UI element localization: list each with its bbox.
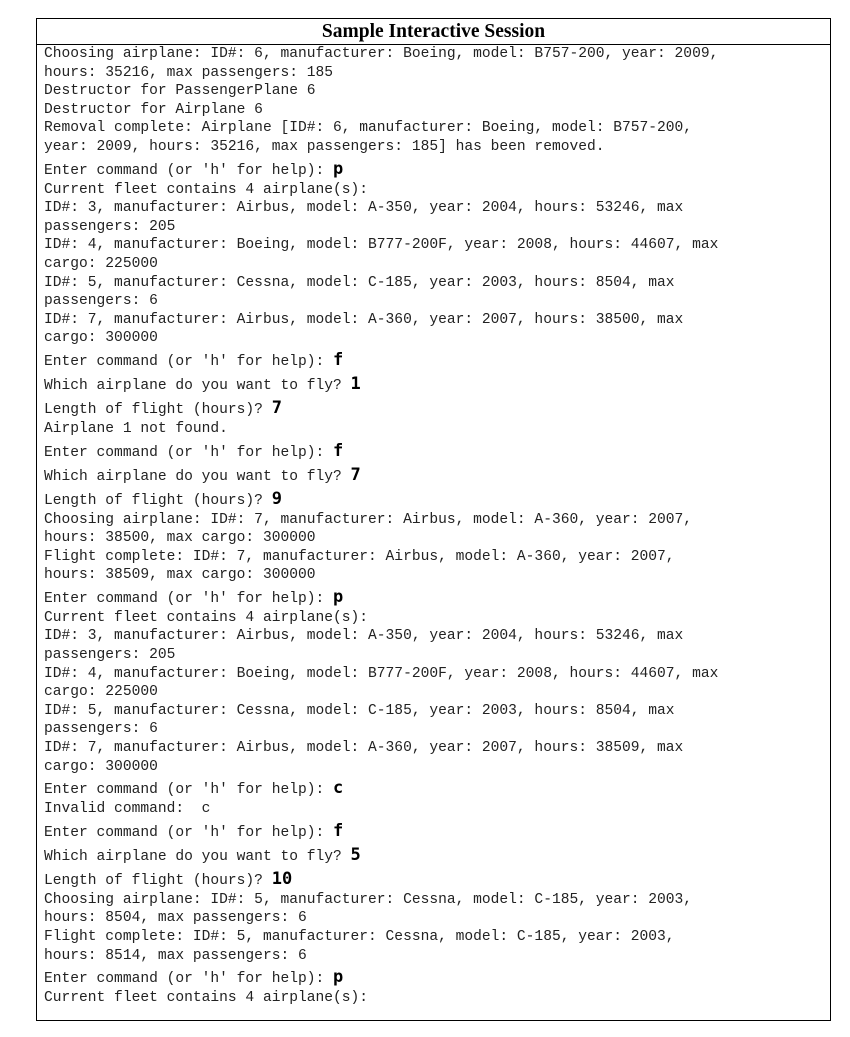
output-line <box>44 800 830 819</box>
user-input: p <box>333 586 344 607</box>
user-input: p <box>333 158 344 179</box>
line-text: hours: 38500, max cargo: 300000 <box>44 530 316 547</box>
line-text: Destructor for PassengerPlane 6 <box>44 83 316 100</box>
line-text: Flight complete: ID#: 5, manufacturer: Cessna, model: C-185, year: 2003, <box>44 929 675 945</box>
line-text: Airplane 1 not found. <box>44 420 228 437</box>
output-line <box>44 101 830 120</box>
user-input: 5 <box>350 844 361 865</box>
line-text: ID#: 5, manufacturer: Cessna, model: C-185, year: 2003, hours: 8504, max <box>44 702 675 719</box>
line-text: Destructor for Airplane 6 <box>44 101 263 118</box>
output-line <box>44 646 830 665</box>
line-text: passengers: 6 <box>44 721 158 738</box>
line-text: hours: 35216, max passengers: 185 <box>44 64 334 81</box>
output-line <box>44 199 830 218</box>
output-line <box>44 758 830 777</box>
line-text: Current fleet contains 4 airplane(s): <box>44 609 369 626</box>
user-input: 7 <box>271 397 282 418</box>
output-line <box>44 181 830 200</box>
output-line <box>44 702 830 721</box>
line-text: Choosing airplane: ID#: 7, manufacturer: Airbus, model: A-360, year: 2007, <box>44 511 693 528</box>
line-text: Which airplane do you want to fly? <box>44 848 351 865</box>
output-line <box>44 683 830 702</box>
session-table <box>36 18 831 1021</box>
user-input: 7 <box>350 464 361 485</box>
line-text: Enter command (or 'h' for help): <box>44 824 334 841</box>
line-text: Length of flight (hours)? <box>44 872 272 889</box>
prompt-line <box>44 965 830 989</box>
output-line <box>44 311 830 330</box>
line-text: ID#: 3, manufacturer: Airbus, model: A-350, year: 2004, hours: 53246, max <box>44 200 684 217</box>
line-text: passengers: 6 <box>44 293 158 310</box>
output-line <box>44 64 830 83</box>
line-text: ID#: 7, manufacturer: Airbus, model: A-360, year: 2007, hours: 38509, max <box>44 740 684 757</box>
user-input: p <box>333 967 344 988</box>
line-text: Choosing airplane: ID#: 6, manufacturer: Boeing, model: B757-200, year: 2009, <box>44 46 719 62</box>
user-input: 1 <box>350 373 361 394</box>
line-text: Enter command (or 'h' for help): <box>44 444 334 461</box>
line-text: Enter command (or 'h' for help): <box>44 971 334 988</box>
output-line <box>44 627 830 646</box>
table-title: Sample Interactive Session <box>37 19 830 45</box>
line-text: Invalid command: c <box>44 801 211 818</box>
output-line <box>44 511 830 530</box>
line-text: Enter command (or 'h' for help): <box>44 353 334 370</box>
line-text: ID#: 4, manufacturer: Boeing, model: B777-200F, year: 2008, hours: 44607, max <box>44 237 719 254</box>
line-text: hours: 8514, max passengers: 6 <box>44 947 307 964</box>
output-line <box>44 989 830 1008</box>
line-text: Flight complete: ID#: 7, manufacturer: Airbus, model: A-360, year: 2007, <box>44 548 675 565</box>
output-line <box>44 548 830 567</box>
line-text: hours: 38509, max cargo: 300000 <box>44 567 316 584</box>
output-line <box>44 720 830 739</box>
output-line <box>44 45 830 64</box>
line-text: Length of flight (hours)? <box>44 401 272 418</box>
line-text: Current fleet contains 4 airplane(s): <box>44 181 369 198</box>
user-input: c <box>333 778 344 799</box>
line-text: Length of flight (hours)? <box>44 492 272 509</box>
line-text: cargo: 225000 <box>44 684 158 701</box>
user-input: f <box>333 349 344 370</box>
output-line <box>44 218 830 237</box>
line-text: Enter command (or 'h' for help): <box>44 782 334 799</box>
output-line <box>44 529 830 548</box>
prompt-line <box>44 843 830 867</box>
line-text: Enter command (or 'h' for help): <box>44 162 334 179</box>
line-text: ID#: 4, manufacturer: Boeing, model: B777-200F, year: 2008, hours: 44607, max <box>44 665 719 682</box>
output-line <box>44 665 830 684</box>
line-text: Current fleet contains 4 airplane(s): <box>44 990 369 1007</box>
output-line <box>44 566 830 585</box>
line-text: Which airplane do you want to fly? <box>44 377 351 394</box>
prompt-line <box>44 585 830 609</box>
prompt-line <box>44 867 830 891</box>
line-text: ID#: 3, manufacturer: Airbus, model: A-350, year: 2004, hours: 53246, max <box>44 628 684 645</box>
output-line <box>44 420 830 439</box>
line-text: ID#: 7, manufacturer: Airbus, model: A-360, year: 2007, hours: 38500, max <box>44 311 684 328</box>
prompt-line <box>44 776 830 800</box>
user-input: f <box>333 440 344 461</box>
output-line <box>44 236 830 255</box>
session-transcript <box>37 45 830 1008</box>
output-line <box>44 739 830 758</box>
user-input: f <box>333 820 344 841</box>
line-text: ID#: 5, manufacturer: Cessna, model: C-185, year: 2003, hours: 8504, max <box>44 274 675 291</box>
user-input: 10 <box>271 868 293 889</box>
prompt-line <box>44 396 830 420</box>
output-line <box>44 909 830 928</box>
output-line <box>44 891 830 910</box>
line-text: cargo: 300000 <box>44 758 158 775</box>
output-line <box>44 274 830 293</box>
prompt-line <box>44 463 830 487</box>
prompt-line <box>44 487 830 511</box>
output-line <box>44 928 830 947</box>
line-text: passengers: 205 <box>44 647 176 664</box>
output-line <box>44 82 830 101</box>
line-text: Removal complete: Airplane [ID#: 6, manufacturer: Boeing, model: B757-200, <box>44 120 693 137</box>
prompt-line <box>44 439 830 463</box>
line-text: cargo: 225000 <box>44 255 158 272</box>
prompt-line <box>44 348 830 372</box>
prompt-line <box>44 819 830 843</box>
line-text: cargo: 300000 <box>44 330 158 347</box>
prompt-line <box>44 157 830 181</box>
output-line <box>44 138 830 157</box>
line-text: year: 2009, hours: 35216, max passengers: 185] has been removed. <box>44 138 605 155</box>
line-text: hours: 8504, max passengers: 6 <box>44 910 307 927</box>
line-text: Choosing airplane: ID#: 5, manufacturer: Cessna, model: C-185, year: 2003, <box>44 891 693 908</box>
line-text: Which airplane do you want to fly? <box>44 468 351 485</box>
user-input: 9 <box>271 488 282 509</box>
output-line <box>44 292 830 311</box>
output-line <box>44 329 830 348</box>
prompt-line <box>44 372 830 396</box>
line-text: passengers: 205 <box>44 218 176 235</box>
output-line <box>44 947 830 966</box>
output-line <box>44 255 830 274</box>
line-text: Enter command (or 'h' for help): <box>44 590 334 607</box>
output-line <box>44 119 830 138</box>
output-line <box>44 609 830 628</box>
